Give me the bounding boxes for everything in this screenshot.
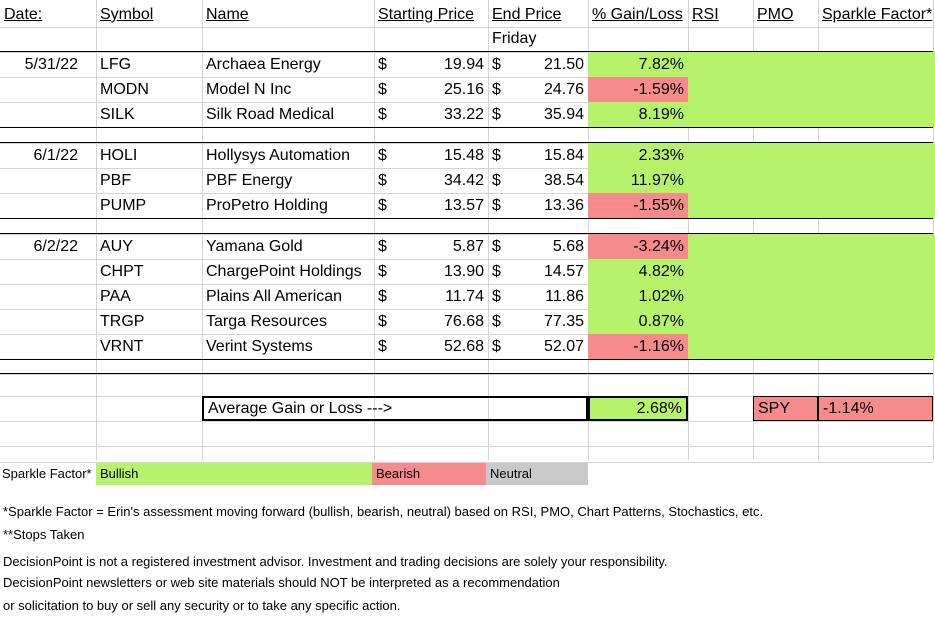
row-pmo-cell: [753, 234, 818, 259]
spy-value: -1.14%: [818, 396, 933, 421]
row-dollar2: $: [492, 197, 501, 214]
row-dollar2: $: [492, 106, 501, 123]
row-date: [0, 259, 96, 284]
row-gain: 8.19%: [588, 102, 688, 127]
row-name: ProPetro Holding: [206, 197, 328, 214]
row-sparkle-cell: [818, 52, 935, 77]
row-dollar: $: [378, 338, 387, 355]
row-sparkle-cell: [818, 143, 935, 168]
row-symbol: SILK: [100, 106, 135, 123]
legend-neutral: Neutral: [486, 463, 588, 485]
row-start: 13.90: [443, 263, 484, 280]
row-name: Verint Systems: [206, 338, 313, 355]
row-dollar: $: [378, 263, 387, 280]
row-start: 52.68: [443, 338, 484, 355]
row-end: 24.76: [543, 81, 584, 98]
row-end: 14.57: [543, 263, 584, 280]
row-rsi-cell: [688, 259, 753, 284]
note-disclaimer-3: or solicitation to buy or sell any security or to take any specific action.: [3, 598, 401, 613]
group-separator: [0, 127, 933, 128]
row-end: 77.35: [543, 313, 584, 330]
row-dollar2: $: [492, 338, 501, 355]
row-name: Silk Road Medical: [206, 106, 335, 123]
row-end: 5.68: [552, 238, 584, 255]
row-date: [0, 193, 96, 218]
row-date: 6/2/22: [33, 238, 78, 255]
row-end: 35.94: [543, 106, 584, 123]
row-symbol: HOLI: [100, 147, 138, 164]
row-dollar: $: [378, 106, 387, 123]
row-name: PBF Energy: [206, 172, 293, 189]
row-pmo-cell: [753, 309, 818, 334]
row-gain: 0.87%: [588, 309, 688, 334]
row-symbol: PUMP: [100, 197, 147, 214]
note-disclaimer-1: DecisionPoint is not a registered investment advisor. Investment and trading decisions are solely your responsibility.: [3, 554, 668, 569]
grid-line: [0, 421, 933, 422]
row-name: Model N Inc: [206, 81, 292, 98]
row-pmo-cell: [753, 168, 818, 193]
grid-line: [0, 374, 933, 375]
row-dollar: $: [378, 172, 387, 189]
row-pmo-cell: [753, 284, 818, 309]
row-end: 13.36: [543, 197, 584, 214]
row-pmo-cell: [753, 334, 818, 359]
row-pmo-cell: [753, 102, 818, 127]
row-symbol: MODN: [100, 81, 149, 98]
grid-line: [0, 27, 933, 28]
group-separator: [0, 218, 933, 219]
row-gain: -1.16%: [588, 334, 688, 359]
row-gain: 7.82%: [588, 52, 688, 77]
row-date: 5/31/22: [24, 56, 78, 73]
row-symbol: CHPT: [100, 263, 144, 280]
row-gain: 11.97%: [588, 168, 688, 193]
note-sparkle-definition: *Sparkle Factor = Erin's assessment moving forward (bullish, bearish, neutral) based on RSI, PMO, Chart Patterns, Stochastics, etc.: [3, 504, 764, 519]
row-start: 19.94: [443, 56, 484, 73]
row-rsi-cell: [688, 168, 753, 193]
row-pmo-cell: [753, 52, 818, 77]
row-symbol: TRGP: [100, 313, 145, 330]
row-end: 52.07: [543, 338, 584, 355]
row-start: 76.68: [443, 313, 484, 330]
row-date: [0, 102, 96, 127]
row-start: 5.87: [452, 238, 484, 255]
row-sparkle-cell: [818, 77, 935, 102]
row-date: [0, 168, 96, 193]
group-separator: [0, 373, 933, 374]
row-sparkle-cell: [818, 234, 935, 259]
row-dollar: $: [378, 147, 387, 164]
row-name: Yamana Gold: [206, 238, 303, 255]
row-end: 38.54: [543, 172, 584, 189]
group-separator: [0, 51, 933, 52]
row-gain: 4.82%: [588, 259, 688, 284]
row-dollar: $: [378, 56, 387, 73]
row-start: 33.22: [443, 106, 484, 123]
row-date: [0, 309, 96, 334]
row-dollar: $: [378, 288, 387, 305]
row-pmo-cell: [753, 77, 818, 102]
row-dollar2: $: [492, 172, 501, 189]
row-sparkle-cell: [818, 168, 935, 193]
row-sparkle-cell: [818, 284, 935, 309]
row-rsi-cell: [688, 284, 753, 309]
header-pmo: PMO: [757, 6, 794, 23]
row-rsi-cell: [688, 102, 753, 127]
row-rsi-cell: [688, 334, 753, 359]
row-end: 15.84: [543, 147, 584, 164]
row-rsi-cell: [688, 77, 753, 102]
header-date: Date:: [4, 6, 43, 23]
row-date: 6/1/22: [33, 147, 78, 164]
note-disclaimer-2: DecisionPoint newsletters or web site materials should NOT be interpreted as a recommendation: [3, 575, 560, 590]
row-date: [0, 284, 96, 309]
row-gain: -1.55%: [588, 193, 688, 218]
row-name: Targa Resources: [206, 313, 327, 330]
row-sparkle-cell: [818, 259, 935, 284]
spy-label: SPY: [753, 396, 818, 421]
row-end: 21.50: [543, 56, 584, 73]
row-symbol: AUY: [100, 238, 133, 255]
row-rsi-cell: [688, 193, 753, 218]
row-start: 11.74: [445, 288, 484, 305]
legend-label: Sparkle Factor*: [2, 466, 92, 481]
row-sparkle-cell: [818, 102, 935, 127]
row-dollar2: $: [492, 313, 501, 330]
row-symbol: PBF: [100, 172, 132, 189]
row-symbol: LFG: [100, 56, 132, 73]
header-symbol: Symbol: [100, 6, 154, 23]
row-sparkle-cell: [818, 309, 935, 334]
row-name: Plains All American: [206, 288, 343, 305]
row-rsi-cell: [688, 234, 753, 259]
row-dollar2: $: [492, 238, 501, 255]
row-dollar: $: [378, 313, 387, 330]
row-gain: 1.02%: [588, 284, 688, 309]
row-name: ChargePoint Holdings: [206, 263, 362, 280]
legend-bullish: Bullish: [96, 463, 372, 485]
row-gain: -1.59%: [588, 77, 688, 102]
header-rsi: RSI: [692, 6, 719, 23]
row-date: [0, 334, 96, 359]
row-start: 25.16: [443, 81, 484, 98]
row-name: Hollysys Automation: [206, 147, 351, 164]
header-end-price-sub: Friday: [492, 30, 537, 47]
group-separator: [0, 359, 933, 360]
row-symbol: PAA: [100, 288, 131, 305]
row-dollar2: $: [492, 56, 501, 73]
row-sparkle-cell: [818, 193, 935, 218]
header-name: Name: [206, 6, 249, 23]
note-stops-taken: **Stops Taken: [3, 527, 85, 542]
row-end: 11.86: [545, 288, 584, 305]
header-gain-loss: % Gain/Loss: [592, 6, 683, 23]
row-dollar: $: [378, 197, 387, 214]
row-rsi-cell: [688, 309, 753, 334]
group-separator: [0, 233, 933, 234]
row-rsi-cell: [688, 143, 753, 168]
row-dollar2: $: [492, 81, 501, 98]
row-dollar2: $: [492, 288, 501, 305]
average-gain-value: 2.68%: [588, 396, 688, 421]
row-start: 13.57: [443, 197, 484, 214]
header-end-price: End Price: [492, 6, 562, 23]
row-rsi-cell: [688, 52, 753, 77]
row-symbol: VRNT: [100, 338, 144, 355]
row-pmo-cell: [753, 259, 818, 284]
row-start: 15.48: [443, 147, 484, 164]
row-name: Archaea Energy: [206, 56, 321, 73]
row-pmo-cell: [753, 193, 818, 218]
row-gain: -3.24%: [588, 234, 688, 259]
grid-line: [0, 446, 933, 447]
row-start: 34.42: [443, 172, 484, 189]
row-date: [0, 77, 96, 102]
header-sparkle-factor: Sparkle Factor*: [822, 6, 933, 23]
group-separator: [0, 142, 933, 143]
row-dollar: $: [378, 81, 387, 98]
row-gain: 2.33%: [588, 143, 688, 168]
row-dollar2: $: [492, 263, 501, 280]
average-gain-label: Average Gain or Loss --->: [202, 396, 588, 421]
legend-bearish: Bearish: [372, 463, 486, 485]
row-dollar2: $: [492, 147, 501, 164]
row-sparkle-cell: [818, 334, 935, 359]
header-starting-price: Starting Price: [378, 6, 475, 23]
row-pmo-cell: [753, 143, 818, 168]
row-dollar: $: [378, 238, 387, 255]
